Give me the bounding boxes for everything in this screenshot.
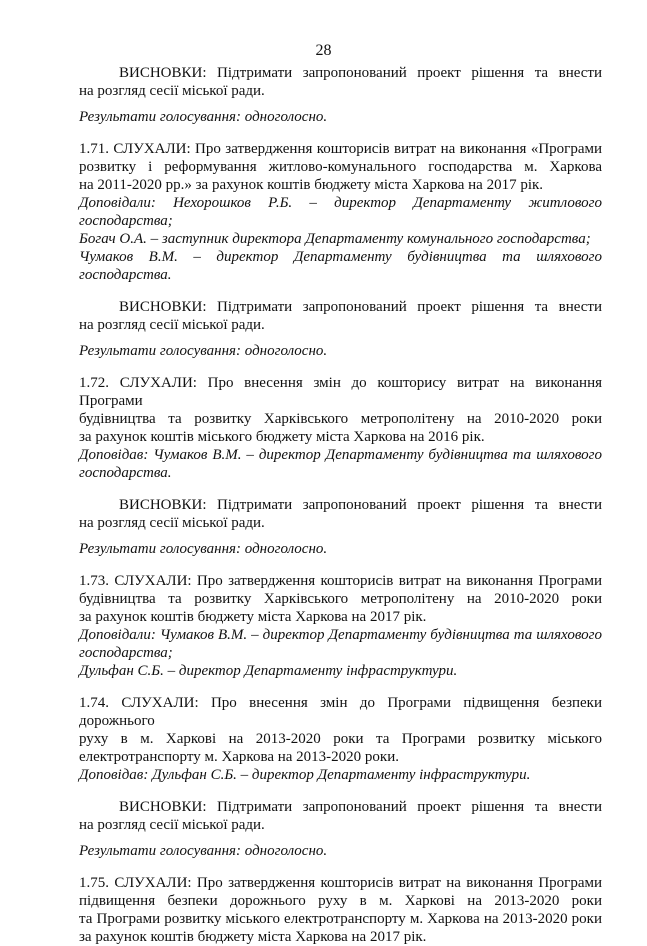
heard-line: підвищення безпеки дорожнього руху в м. Харкові на 2013-2020 роки [79,893,602,909]
conclusion-line: на розгляд сесії міської ради. [79,83,265,99]
heard-line: 1.73. СЛУХАЛИ: Про затвердження кошторисів витрат на виконання Програми [79,573,602,589]
speaker-line: господарства. [79,465,172,481]
conclusion-line: ВИСНОВКИ: Підтримати запропонований проект рішення та внести [119,497,602,513]
heard-line: 1.71. СЛУХАЛИ: Про затвердження кошторисів витрат на виконання «Програми [79,141,602,157]
vote-result: Результати голосування: одноголосно. [79,343,328,359]
heard-line: на 2011-2020 рр.» за рахунок коштів бюджету міста Харкова на 2017 рік. [79,177,544,193]
heard-line: за рахунок коштів бюджету міста Харкова на 2017 рік. [79,609,427,625]
vote-result: Результати голосування: одноголосно. [79,109,328,125]
speaker-line: Дульфан С.Б. – директор Департаменту інфраструктури. [79,663,458,679]
conclusion-line: ВИСНОВКИ: Підтримати запропонований проект рішення та внести [119,299,602,315]
speaker-line: Доповідав: Дульфан С.Б. – директор Департаменту інфраструктури. [79,767,531,783]
heard-line: за рахунок коштів бюджету міста Харкова на 2017 рік. [79,929,427,945]
heard-line: та Програми розвитку міського електротранспорту м. Харкова на 2013-2020 роки [79,911,602,927]
conclusion-block [79,496,602,532]
conclusion-line: ВИСНОВКИ: Підтримати запропонований проект рішення та внести [119,65,602,81]
vote-result: Результати голосування: одноголосно. [79,541,328,557]
page-number: 28 [315,42,332,59]
speaker-line: Доповідали: Чумаков В.М. – директор Департаменту будівництва та шляхового [79,627,602,643]
speaker-line: Богач О.А. – заступник директора Департаменту комунального господарства; [79,231,591,247]
document-body [79,64,602,946]
heard-line: 1.72. СЛУХАЛИ: Про внесення змін до кошторису витрат на виконання Програми [79,375,602,409]
conclusion-block [79,298,602,334]
conclusion-line: на розгляд сесії міської ради. [79,317,265,333]
heard-line: будівництва та розвитку Харківського метрополітену на 2010-2020 роки [79,411,602,427]
agenda-item-1-73 [79,572,602,680]
agenda-item-1-75 [79,874,602,946]
speaker-line: Чумаков В.М. – директор Департаменту будівництва та шляхового [79,249,602,265]
speaker-line: господарства; [79,645,173,661]
conclusion-block [79,798,602,834]
speaker-line: Доповідали: Нехорошков Р.Б. – директор Департаменту житлового [79,195,602,211]
heard-line: за рахунок коштів міського бюджету міста Харкова на 2016 рік. [79,429,485,445]
conclusion-line: на розгляд сесії міської ради. [79,515,265,531]
speaker-line: господарства. [79,267,172,283]
heard-line: 1.75. СЛУХАЛИ: Про затвердження кошторисів витрат на виконання Програми [79,875,602,891]
vote-result: Результати голосування: одноголосно. [79,843,328,859]
heard-line: електротранспорту м. Харкова на 2013-2020 роки. [79,749,399,765]
heard-line: руху в м. Харкові на 2013-2020 роки та Програми розвитку міського [79,731,602,747]
heard-line: будівництва та розвитку Харківського метрополітену на 2010-2020 роки [79,591,602,607]
conclusion-line: ВИСНОВКИ: Підтримати запропонований проект рішення та внести [119,799,602,815]
speaker-line: Доповідав: Чумаков В.М. – директор Департаменту будівництва та шляхового [79,447,602,463]
agenda-item-1-74 [79,694,602,784]
agenda-item-1-71 [79,140,602,284]
heard-line: розвитку і реформування житлово-комунального господарства м. Харкова [79,159,602,175]
conclusion-block [79,64,602,100]
conclusion-line: на розгляд сесії міської ради. [79,817,265,833]
speaker-line: господарства; [79,213,173,229]
heard-line: 1.74. СЛУХАЛИ: Про внесення змін до Програми підвищення безпеки дорожнього [79,695,602,729]
agenda-item-1-72 [79,374,602,482]
